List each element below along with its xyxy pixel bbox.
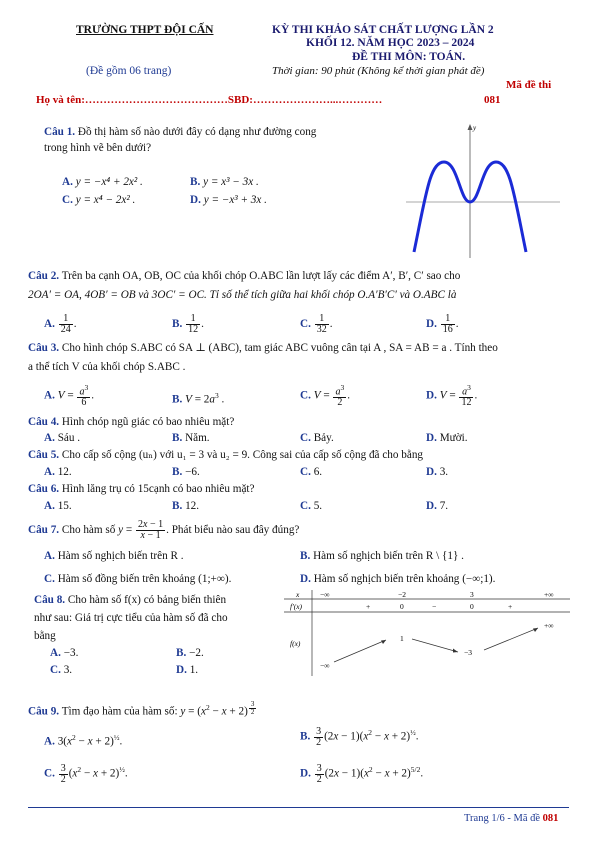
q1-graph <box>404 120 564 260</box>
footer-divider <box>28 807 569 808</box>
q6-option-a[interactable]: A. 15. <box>44 500 72 512</box>
q6-option-d[interactable]: D. 7. <box>426 500 449 512</box>
q2-option-a[interactable]: A. $\frac{1}{24}$ . <box>44 313 77 335</box>
sign-1: + <box>366 602 371 611</box>
question-9: Câu 9. Tìm đạo hàm của hàm số: $y = (x^2 - x + 2)$ $^{\frac{3}{2}}$ <box>28 699 255 718</box>
question-4: Câu 4. Hình chóp ngũ giác có bao nhiêu mặt? <box>28 416 235 428</box>
question-8-line3: bằng <box>34 630 56 642</box>
subject: ĐỀ THI MÔN: TOÁN. <box>352 51 466 63</box>
sign-2: 0 <box>400 602 404 611</box>
table-fp-label: f′(x) <box>290 602 303 611</box>
q7-option-b[interactable]: B. Hàm số nghịch biến trên R \ {1} . <box>300 550 464 562</box>
arrow-down <box>412 639 458 652</box>
question-7: Câu 7. Cho hàm số y = $\frac{2x - 1}{x - 1}$ . Phát biểu nào sau đây đúng? <box>28 519 300 541</box>
x-val-4: +∞ <box>544 590 554 599</box>
f-val-max: 1 <box>400 634 404 643</box>
q2-option-d[interactable]: D. $\frac{1}{16}$ . <box>426 313 459 335</box>
question-3: Câu 3. Cho hình chóp S.ABC có SA ⊥ (ABC), tam giác ABC vuông cân tại A , SA = AB = a . Tính theo <box>28 342 498 354</box>
q4-option-a[interactable]: A. Sáu . <box>44 432 81 444</box>
footer-page: Trang 1/6 - Mã đề 081 <box>464 813 559 824</box>
f-val-plus-inf: +∞ <box>544 621 554 630</box>
question-6: Câu 6. Hình lăng trụ có 15cạnh có bao nhiêu mặt? <box>28 483 255 495</box>
question-5: Câu 5. Cho cấp số cộng (uₙ) với u₁ = 3 và u₂ = 9. Công sai của cấp số cộng đã cho bằng <box>28 449 424 461</box>
q3-option-c[interactable]: C. V = $\frac{a^3}{2}$ . <box>300 383 350 409</box>
q3-option-b[interactable]: B. $V = 2a^3$ . <box>172 391 225 406</box>
q3-option-a[interactable]: A. V = $\frac{a^3}{6}$ . <box>44 383 94 409</box>
q9-option-c[interactable]: C. $\frac{3}{2}$ $(x^2 - x + 2)^{\frac{1}{2}}$. <box>44 762 128 785</box>
q5-option-c[interactable]: C. 6. <box>300 466 323 478</box>
q1-option-b[interactable]: B. y = x³ − 3x . <box>190 176 259 188</box>
x-val-2: −2 <box>398 590 406 599</box>
pages-note: (Đề gồm 06 trang) <box>86 65 172 77</box>
x-val-3: 3 <box>470 590 474 599</box>
q4-option-b[interactable]: B. Năm. <box>172 432 210 444</box>
q5-option-b[interactable]: B. −6. <box>172 466 200 478</box>
graph-y-label: y <box>473 124 477 132</box>
exam-title: KỲ THI KHẢO SÁT CHẤT LƯỢNG LẦN 2 <box>272 24 494 36</box>
q4-option-c[interactable]: C. Bảy. <box>300 432 334 444</box>
sign-3: − <box>432 602 437 611</box>
q7-option-d[interactable]: D. Hàm số nghịch biến trên khoảng (−∞;1). <box>300 573 496 585</box>
q1-option-d[interactable]: D. y = −x³ + 3x . <box>190 194 267 206</box>
variation-table <box>282 590 572 678</box>
q1-option-c[interactable]: C. y = x⁴ − 2x² . <box>62 194 136 206</box>
code-label: Mã đề thi <box>506 79 552 91</box>
f-val-minus-inf: −∞ <box>320 661 330 670</box>
q8-option-b[interactable]: B. −2. <box>176 647 204 659</box>
q2-option-c[interactable]: C. $\frac{1}{32}$ . <box>300 313 333 335</box>
q6-option-c[interactable]: C. 5. <box>300 500 323 512</box>
graph-y-arrow <box>468 124 473 130</box>
code-value: 081 <box>484 94 501 106</box>
q1-option-a[interactable]: A. y = −x⁴ + 2x² . <box>62 176 143 188</box>
table-x-label: x <box>296 590 300 599</box>
question-8: Câu 8. Cho hàm số f(x) có bảng biến thiên <box>34 594 227 606</box>
q3-option-d[interactable]: D. V = $\frac{a^3}{12}$ . <box>426 383 478 409</box>
q8-option-c[interactable]: C. 3. <box>50 664 73 676</box>
grade-year: KHỐI 12. NĂM HỌC 2023 – 2024 <box>306 37 475 49</box>
question-3-line2: a thể tích V của khối chóp S.ABC . <box>28 361 186 373</box>
school-name: TRƯỜNG THPT ĐỘI CẤN <box>76 24 214 36</box>
name-line: Họ và tên:…………………………………SBD:…………………...………… <box>36 94 383 106</box>
q5-option-a[interactable]: A. 12. <box>44 466 72 478</box>
q7-option-a[interactable]: A. Hàm số nghịch biến trên R . <box>44 550 184 562</box>
q2-option-b[interactable]: B. $\frac{1}{12}$ . <box>172 313 204 335</box>
sign-4: 0 <box>470 602 474 611</box>
q9-option-d[interactable]: D. $\frac{3}{2}$ $(2x - 1)(x^2 - x + 2)^{5/2}$. <box>300 762 424 785</box>
q8-option-d[interactable]: D. 1. <box>176 664 199 676</box>
f-val-min: −3 <box>464 648 472 657</box>
q9-option-b[interactable]: B. $\frac{3}{2}$ $(2x - 1)(x^2 - x + 2)^{\frac{1}{2}}$. <box>300 725 419 748</box>
table-f-label: f(x) <box>290 639 301 648</box>
x-val-1: −∞ <box>320 590 330 599</box>
q8-option-a[interactable]: A. −3. <box>50 647 79 659</box>
question-1: Câu 1. Đồ thị hàm số nào dưới đây có dạng như đường cong <box>44 126 317 138</box>
time-note: Thời gian: 90 phút (Không kể thời gian phát đề) <box>272 65 485 77</box>
q9-option-a[interactable]: A. $3(x^2 - x + 2)^{\frac{1}{2}}$. <box>44 733 123 748</box>
q4-option-d[interactable]: D. Mười. <box>426 432 468 444</box>
question-1-line2: trong hình vẽ bên dưới? <box>44 142 152 154</box>
q7-option-c[interactable]: C. Hàm số đồng biến trên khoảng (1;+∞). <box>44 573 232 585</box>
question-2-line2: 2OA′ = OA, 4OB′ = OB và 3OC′ = OC. Tỉ số thể tích giữa hai khối chóp O.A′B′C′ và O.ABC là <box>28 289 457 301</box>
question-8-line2: như sau: Giá trị cực tiểu của hàm số đã cho <box>34 612 228 624</box>
sign-5: + <box>508 602 513 611</box>
q5-option-d[interactable]: D. 3. <box>426 466 449 478</box>
arrow-up-2 <box>484 628 538 650</box>
q6-option-b[interactable]: B. 12. <box>172 500 200 512</box>
question-2: Câu 2. Trên ba cạnh OA, OB, OC của khối chóp O.ABC lần lượt lấy các điểm A′, B′, C′ sao cho <box>28 270 461 282</box>
arrow-up-1 <box>334 640 386 662</box>
